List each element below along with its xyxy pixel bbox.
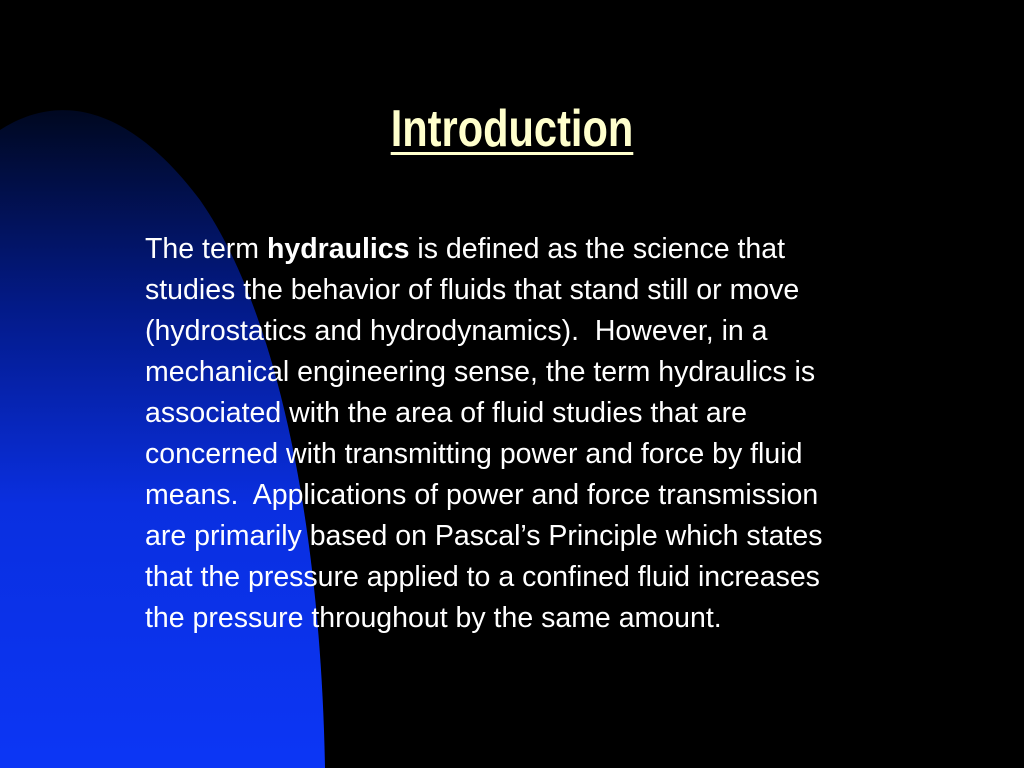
- body-line: associated with the area of fluid studies that are: [145, 397, 748, 429]
- body-line: [145, 229, 975, 270]
- body-line: that the pressure applied to a confined fluid increases: [145, 561, 820, 593]
- body-line: are primarily based on Pascal’s Principle which states: [145, 520, 823, 552]
- body-line: the pressure throughout by the same amount.: [145, 602, 722, 634]
- body-line: (hydrostatics and hydrodynamics). However, in a: [145, 315, 768, 347]
- body-line: studies the behavior of fluids that stand still or move: [145, 274, 800, 306]
- body-text-segment: The term: [145, 233, 267, 265]
- body-line: concerned with transmitting power and force by fluid: [145, 438, 803, 470]
- body-text-segment: is defined as the science that: [409, 233, 785, 265]
- slide-title-text: Introduction: [390, 100, 634, 158]
- bold-term-hydraulics: hydraulics: [266, 233, 410, 265]
- slide-title: [102, 96, 921, 162]
- body-line: means. Applications of power and force transmission: [145, 479, 819, 511]
- body-line: mechanical engineering sense, the term hydraulics is: [145, 356, 816, 388]
- body-paragraph: [145, 229, 975, 639]
